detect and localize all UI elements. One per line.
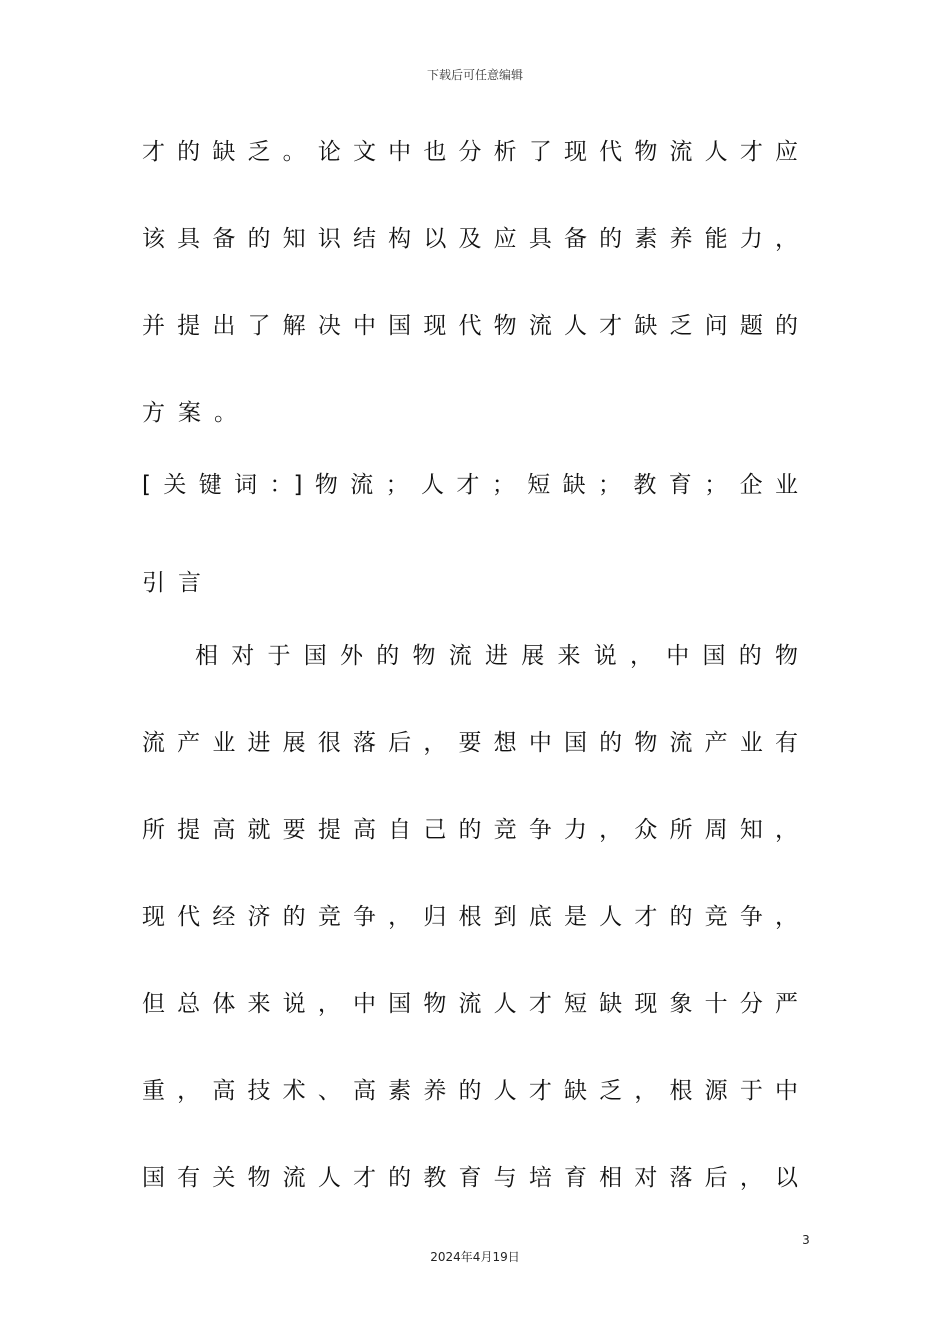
- body-line: 重，高技术、高素养的人才缺乏，根源于中: [142, 1078, 798, 1104]
- keywords-line: [关键词：]物流；人才；短缺；教育；企业: [142, 472, 798, 498]
- body-line: 并提出了解决中国现代物流人才缺乏问题的: [142, 313, 798, 339]
- body-line: 才的缺乏。论文中也分析了现代物流人才应: [142, 139, 798, 165]
- body-line: 现代经济的竞争，归根到底是人才的竞争，: [142, 904, 798, 930]
- body-line: 所提高就要提高自己的竞争力，众所周知，: [142, 817, 798, 843]
- body-line: 方案。: [142, 400, 250, 426]
- body-line: 但总体来说，中国物流人才短缺现象十分严: [142, 991, 798, 1017]
- body-line: 流产业进展很落后，要想中国的物流产业有: [142, 730, 798, 756]
- page-header: 下载后可任意编辑: [426, 68, 523, 82]
- section-heading: 引言: [142, 570, 214, 596]
- page-footer-date: 2024年4月19日: [430, 1250, 520, 1264]
- body-line: 国有关物流人才的教育与培育相对落后，以: [142, 1165, 798, 1191]
- body-line: 相对于国外的物流进展来说，中国的物: [195, 643, 798, 669]
- body-line: 该具备的知识结构以及应具备的素养能力，: [142, 226, 798, 252]
- page-number: 3: [802, 1233, 810, 1247]
